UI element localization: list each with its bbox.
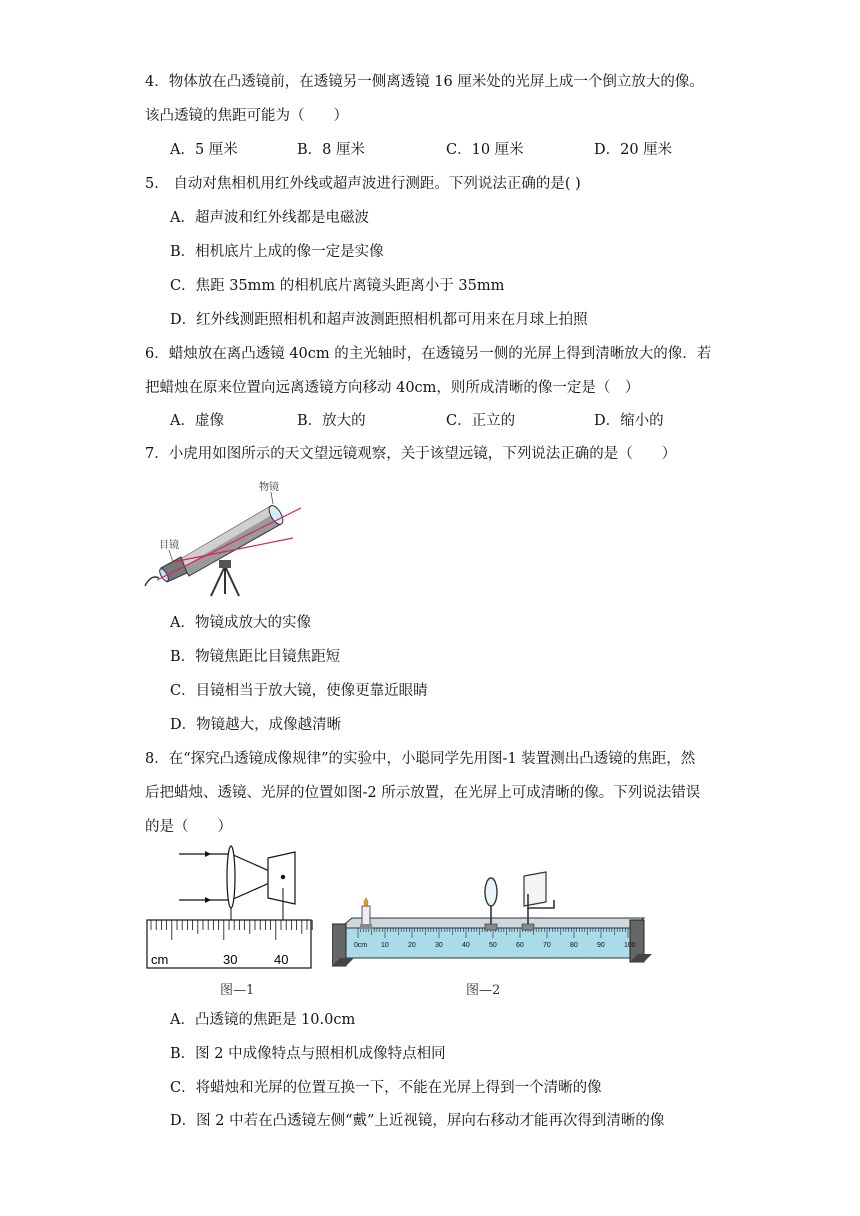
q7-option-a[interactable]: A．物镜成放大的实像 [170, 615, 311, 631]
q6-stem-line2: 把蜡烛在原来位置向远离透镜方向移动 40cm，则所成清晰的像一定是（ ） [145, 380, 640, 396]
q4-option-a[interactable]: A．5 厘米 [170, 142, 238, 158]
figure-2-caption: 图—2 [466, 983, 501, 998]
q8-stem-line3: 的是（ ） [145, 819, 232, 835]
figure-1-caption: 图—1 [220, 983, 255, 998]
ruler-tick-30: 30 [223, 952, 238, 967]
q8-option-c[interactable]: C．将蜡烛和光屏的位置互换一下，不能在光屏上得到一个清晰的像 [170, 1080, 602, 1096]
q4-option-c[interactable]: C．10 厘米 [446, 142, 524, 158]
bench-tick-label: 100 [624, 942, 636, 949]
q7-option-d[interactable]: D．物镜越大，成像越清晰 [170, 717, 342, 733]
bench-tick-label: 80 [570, 942, 578, 949]
objective-label: 物镜 [259, 482, 279, 493]
bench-tick-label: 10 [381, 942, 389, 949]
candle [360, 898, 372, 929]
bench-tick-label: 40 [462, 942, 470, 949]
ruler-unit: cm [151, 952, 169, 967]
q5-option-d[interactable]: D．红外线测距照相机和超声波测距照相机都可用来在月球上拍照 [170, 312, 588, 328]
q6-stem-line1: 6．蜡烛放在离凸透镜 40cm 的主光轴时，在透镜另一侧的光屏上得到清晰放大的像．若 [145, 346, 712, 362]
tripod [211, 566, 239, 596]
bench-tick-label: 50 [489, 942, 497, 949]
q4-stem-line1: 4．物体放在凸透镜前，在透镜另一侧离透镜 16 厘米处的光屏上成一个倒立放大的像。 [145, 74, 704, 90]
q5-option-c[interactable]: C．焦距 35mm 的相机底片离镜头距离小于 35mm [170, 278, 505, 294]
ruler-tick-40: 40 [274, 952, 289, 967]
q6-option-b[interactable]: B．放大的 [297, 413, 366, 429]
eyepiece-label: 目镜 [159, 540, 179, 551]
q6-option-d[interactable]: D．缩小的 [594, 413, 664, 429]
q4-option-d[interactable]: D．20 厘米 [594, 142, 673, 158]
bench-tick-label: 30 [435, 942, 443, 949]
q4-option-b[interactable]: B．8 厘米 [297, 142, 365, 158]
q5-stem: 5. 自动对焦相机用红外线或超声波进行测距。下列说法正确的是( ) [145, 176, 581, 192]
q8-option-d[interactable]: D．图 2 中若在凸透镜左侧“戴”上近视镜，屏向右移动才能再次得到清晰的像 [170, 1113, 665, 1129]
q8-stem-line2: 后把蜡烛、透镜、光屏的位置如图-2 所示放置，在光屏上可成清晰的像。下列说法错误 [145, 785, 701, 801]
q5-option-a[interactable]: A．超声波和红外线都是电磁波 [170, 210, 369, 226]
bench-tick-label: 0cm [354, 942, 368, 949]
q8-stem-line1: 8．在“探究凸透镜成像规律”的实验中，小聪同学先用图-1 装置测出凸透镜的焦距，然 [145, 751, 696, 767]
q8-option-a[interactable]: A．凸透镜的焦距是 10.0cm [170, 1012, 356, 1028]
telescope-figure [143, 478, 303, 598]
bench-tick-label: 70 [543, 942, 551, 949]
convex-lens [227, 846, 235, 908]
mount [219, 560, 231, 568]
bench-tick-label: 20 [408, 942, 416, 949]
q6-option-a[interactable]: A．虚像 [170, 413, 224, 429]
q6-option-c[interactable]: C．正立的 [446, 413, 516, 429]
figure-1-focal-length [143, 840, 323, 972]
q4-stem-line2: 该凸透镜的焦距可能为（ ） [145, 108, 348, 124]
q7-stem: 7．小虎用如图所示的天文望远镜观察，关于该望远镜，下列说法正确的是（ ） [145, 446, 677, 462]
eye-icon [145, 577, 159, 586]
bench-tick-label: 90 [597, 942, 605, 949]
q7-option-c[interactable]: C．目镜相当于放大镜，使像更靠近眼睛 [170, 683, 428, 699]
q7-option-b[interactable]: B．物镜焦距比目镜焦距短 [170, 649, 341, 665]
bench-tick-label: 60 [516, 942, 524, 949]
figure-2-optical-bench [332, 858, 657, 973]
q5-option-b[interactable]: B．相机底片上成的像一定是实像 [170, 244, 384, 260]
q8-option-b[interactable]: B．图 2 中成像特点与照相机成像特点相同 [170, 1046, 446, 1062]
focus-point [281, 875, 285, 879]
